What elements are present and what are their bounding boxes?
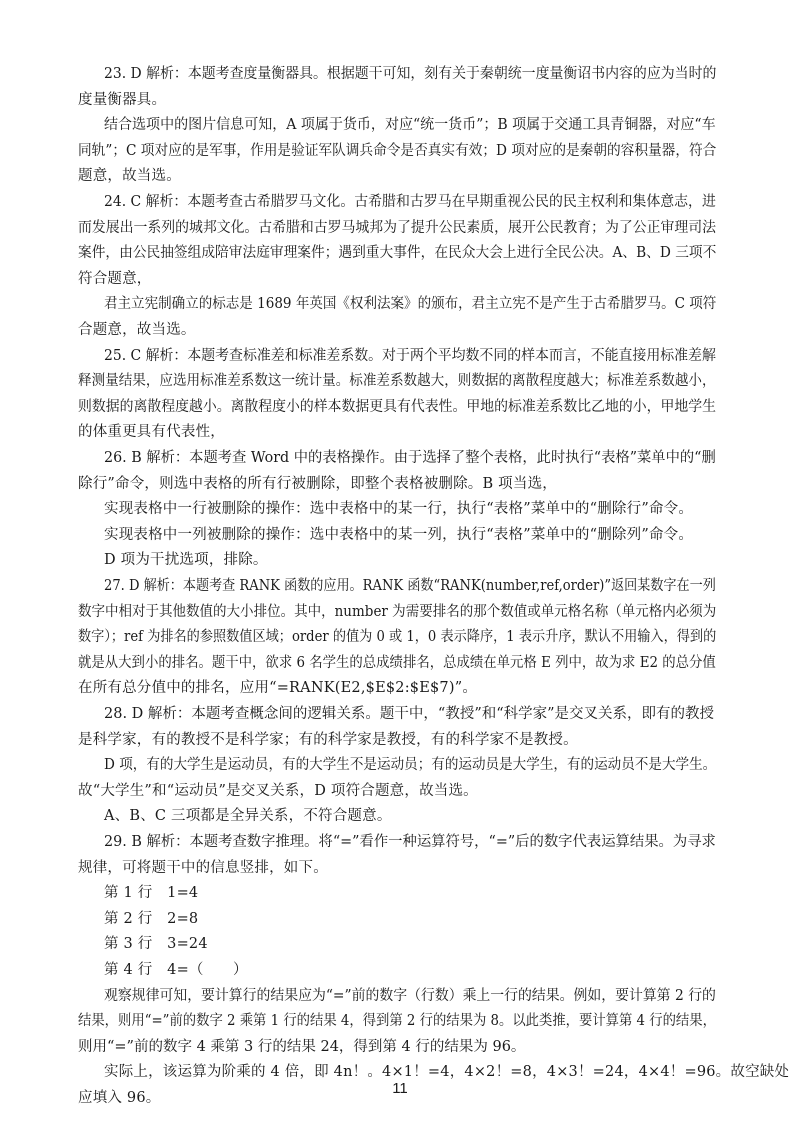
text-line: 规律，可将题干中的信息竖排，如下。: [78, 859, 328, 876]
text-line: 观察规律可知，要计算行的结果应为“=”前的数字（行数）乘上一行的结果。例如，要计算第 2 行的: [104, 987, 716, 1004]
text-line: 则数据的离散程度越小。离散程度小的样本数据更具有代表性。甲地的标准差系数比乙地的小，甲地学生: [78, 398, 716, 415]
text-line: 故“大学生”和“运动员”是交叉关系，D 项符合题意，故当选。: [78, 782, 478, 799]
text-line: 数字中相对于其他数值的大小排位。其中，number 为需要排名的那个数值或单元格名称（单元格内必须为: [78, 603, 717, 620]
text-line: 度量衡器具。: [78, 91, 167, 108]
text-line: 25. C 解析：本题考查标准差和标准差系数。对于两个平均数不同的样本而言，不能直接用标准差解: [104, 347, 716, 364]
text-line: 29. B 解析：本题考查数字推理。将“=”看作一种运算符号，“=”后的数字代表运算结果。为寻求: [104, 834, 716, 850]
text-line: 23. D 解析：本题考查度量衡器具。根据题干可知，刻有关于秦朝统一度量衡诏书内容的应为当时的: [104, 66, 717, 82]
text-line: 第 4 行 4=（ ）: [104, 962, 248, 978]
text-line: 除行”命令，则选中表格的所有行被删除，即整个表格被删除。B 项当选，: [78, 475, 557, 492]
text-line: 是科学家，有的教授不是科学家；有的科学家是教授，有的科学家不是教授。: [78, 731, 578, 748]
text-line: 结合选项中的图片信息可知，A 项属于货币，对应“统一货币”；B 项属于交通工具青铜器，对应“车: [104, 117, 716, 134]
text-line: 符合题意，: [78, 270, 152, 287]
text-line: 应填入 96。: [78, 1090, 161, 1106]
text-line: 数字）；ref 为排名的参照数值区域；order 的值为 0 或 1，0 表示降序，1 表示升序，默认不用输入，得到的: [78, 629, 717, 646]
text-line: D 项，有的大学生是运动员，有的大学生不是运动员；有的运动员是大学生，有的运动员不是大学生。: [104, 757, 717, 774]
text-line: 结果，则用“=”前的数字 2 乘第 1 行的结果 4，得到第 2 行的结果为 8。以此类推，要计算第 4 行的结果，: [78, 1013, 716, 1030]
text-line: 则用“=”前的数字 4 乘第 3 行的结果 24，得到第 4 行的结果为 96。: [78, 1038, 526, 1055]
text-line: 第 3 行 3=24: [104, 936, 208, 953]
text-line: 第 2 行 2=8: [104, 910, 199, 927]
text-line: 同轨”；C 项对应的是军事，作用是验证军队调兵命令是否真实有效；D 项对应的是秦朝的容积量器，符合: [78, 142, 717, 159]
text-line: D 项为干扰选项，排除。: [104, 552, 268, 569]
page-number: 11: [392, 1080, 408, 1097]
text-line: 27. D 解析：本题考查 RANK 函数的应用。RANK 函数“RANK(number,ref,order)”返回某数字在一列: [104, 578, 716, 594]
text-line: 题意，故当选。: [78, 168, 181, 185]
text-line: 实现表格中一行被删除的操作：选中表格中的某一行，执行“表格”菜单中的“删除行”命令。: [104, 501, 694, 518]
text-line: 的体重更具有代表性，: [78, 424, 225, 441]
text-line: 君主立宪制确立的标志是 1689 年英国《权利法案》的颁布，君主立宪不是产生于古希腊罗马。C 项符: [104, 296, 717, 313]
text-line: 28. D 解析：本题考查概念间的逻辑关系。题干中，“教授”和“科学家”是交叉关系，即有的教授: [104, 706, 715, 722]
text-line: 合题意，故当选。: [78, 322, 196, 338]
text-line: 第 1 行 1=4: [104, 885, 199, 902]
text-line: 实际上，该运算为阶乘的 4 倍，即 4n！。4×1！=4，4×2！=8，4×3！=24，4×4！=96。故空缺处: [104, 1064, 790, 1081]
text-line: 案件，由公民抽签组成陪审法庭审理案件；遇到重大事件，在民众大会上进行全民公决。A、B、D 三项不: [78, 245, 717, 262]
text-line: 在所有总分值中的排名，应用“=RANK(E2,$E$2:$E$7)”。: [78, 680, 478, 697]
text-line: 实现表格中一列被删除的操作：选中表格中的某一列，执行“表格”菜单中的“删除列”命令。: [104, 526, 694, 543]
text-line: 而发展出一系列的城邦文化。古希腊和古罗马城邦为了提升公民素质，展开公民教育；为了公正审理司法: [78, 219, 716, 236]
text-line: 就是从大到小的排名。题干中，欲求 6 名学生的总成绩排名，总成绩在单元格 E 列中，故为求 E2 的总分值: [78, 654, 716, 671]
text-line: 24. C 解析：本题考查古希腊罗马文化。古希腊和古罗马在早期重视公民的民主权利和集体意志，进: [104, 194, 716, 210]
text-line: 释测量结果，应选用标准差系数这一统计量。标准差系数越大，则数据的离散程度越大；标准差系数越小，: [78, 373, 716, 390]
text-line: 26. B 解析：本题考查 Word 中的表格操作。由于选择了整个表格，此时执行“表格”菜单中的“删: [104, 450, 716, 466]
text-line: A、B、C 三项都是全异关系，不符合题意。: [104, 808, 392, 825]
